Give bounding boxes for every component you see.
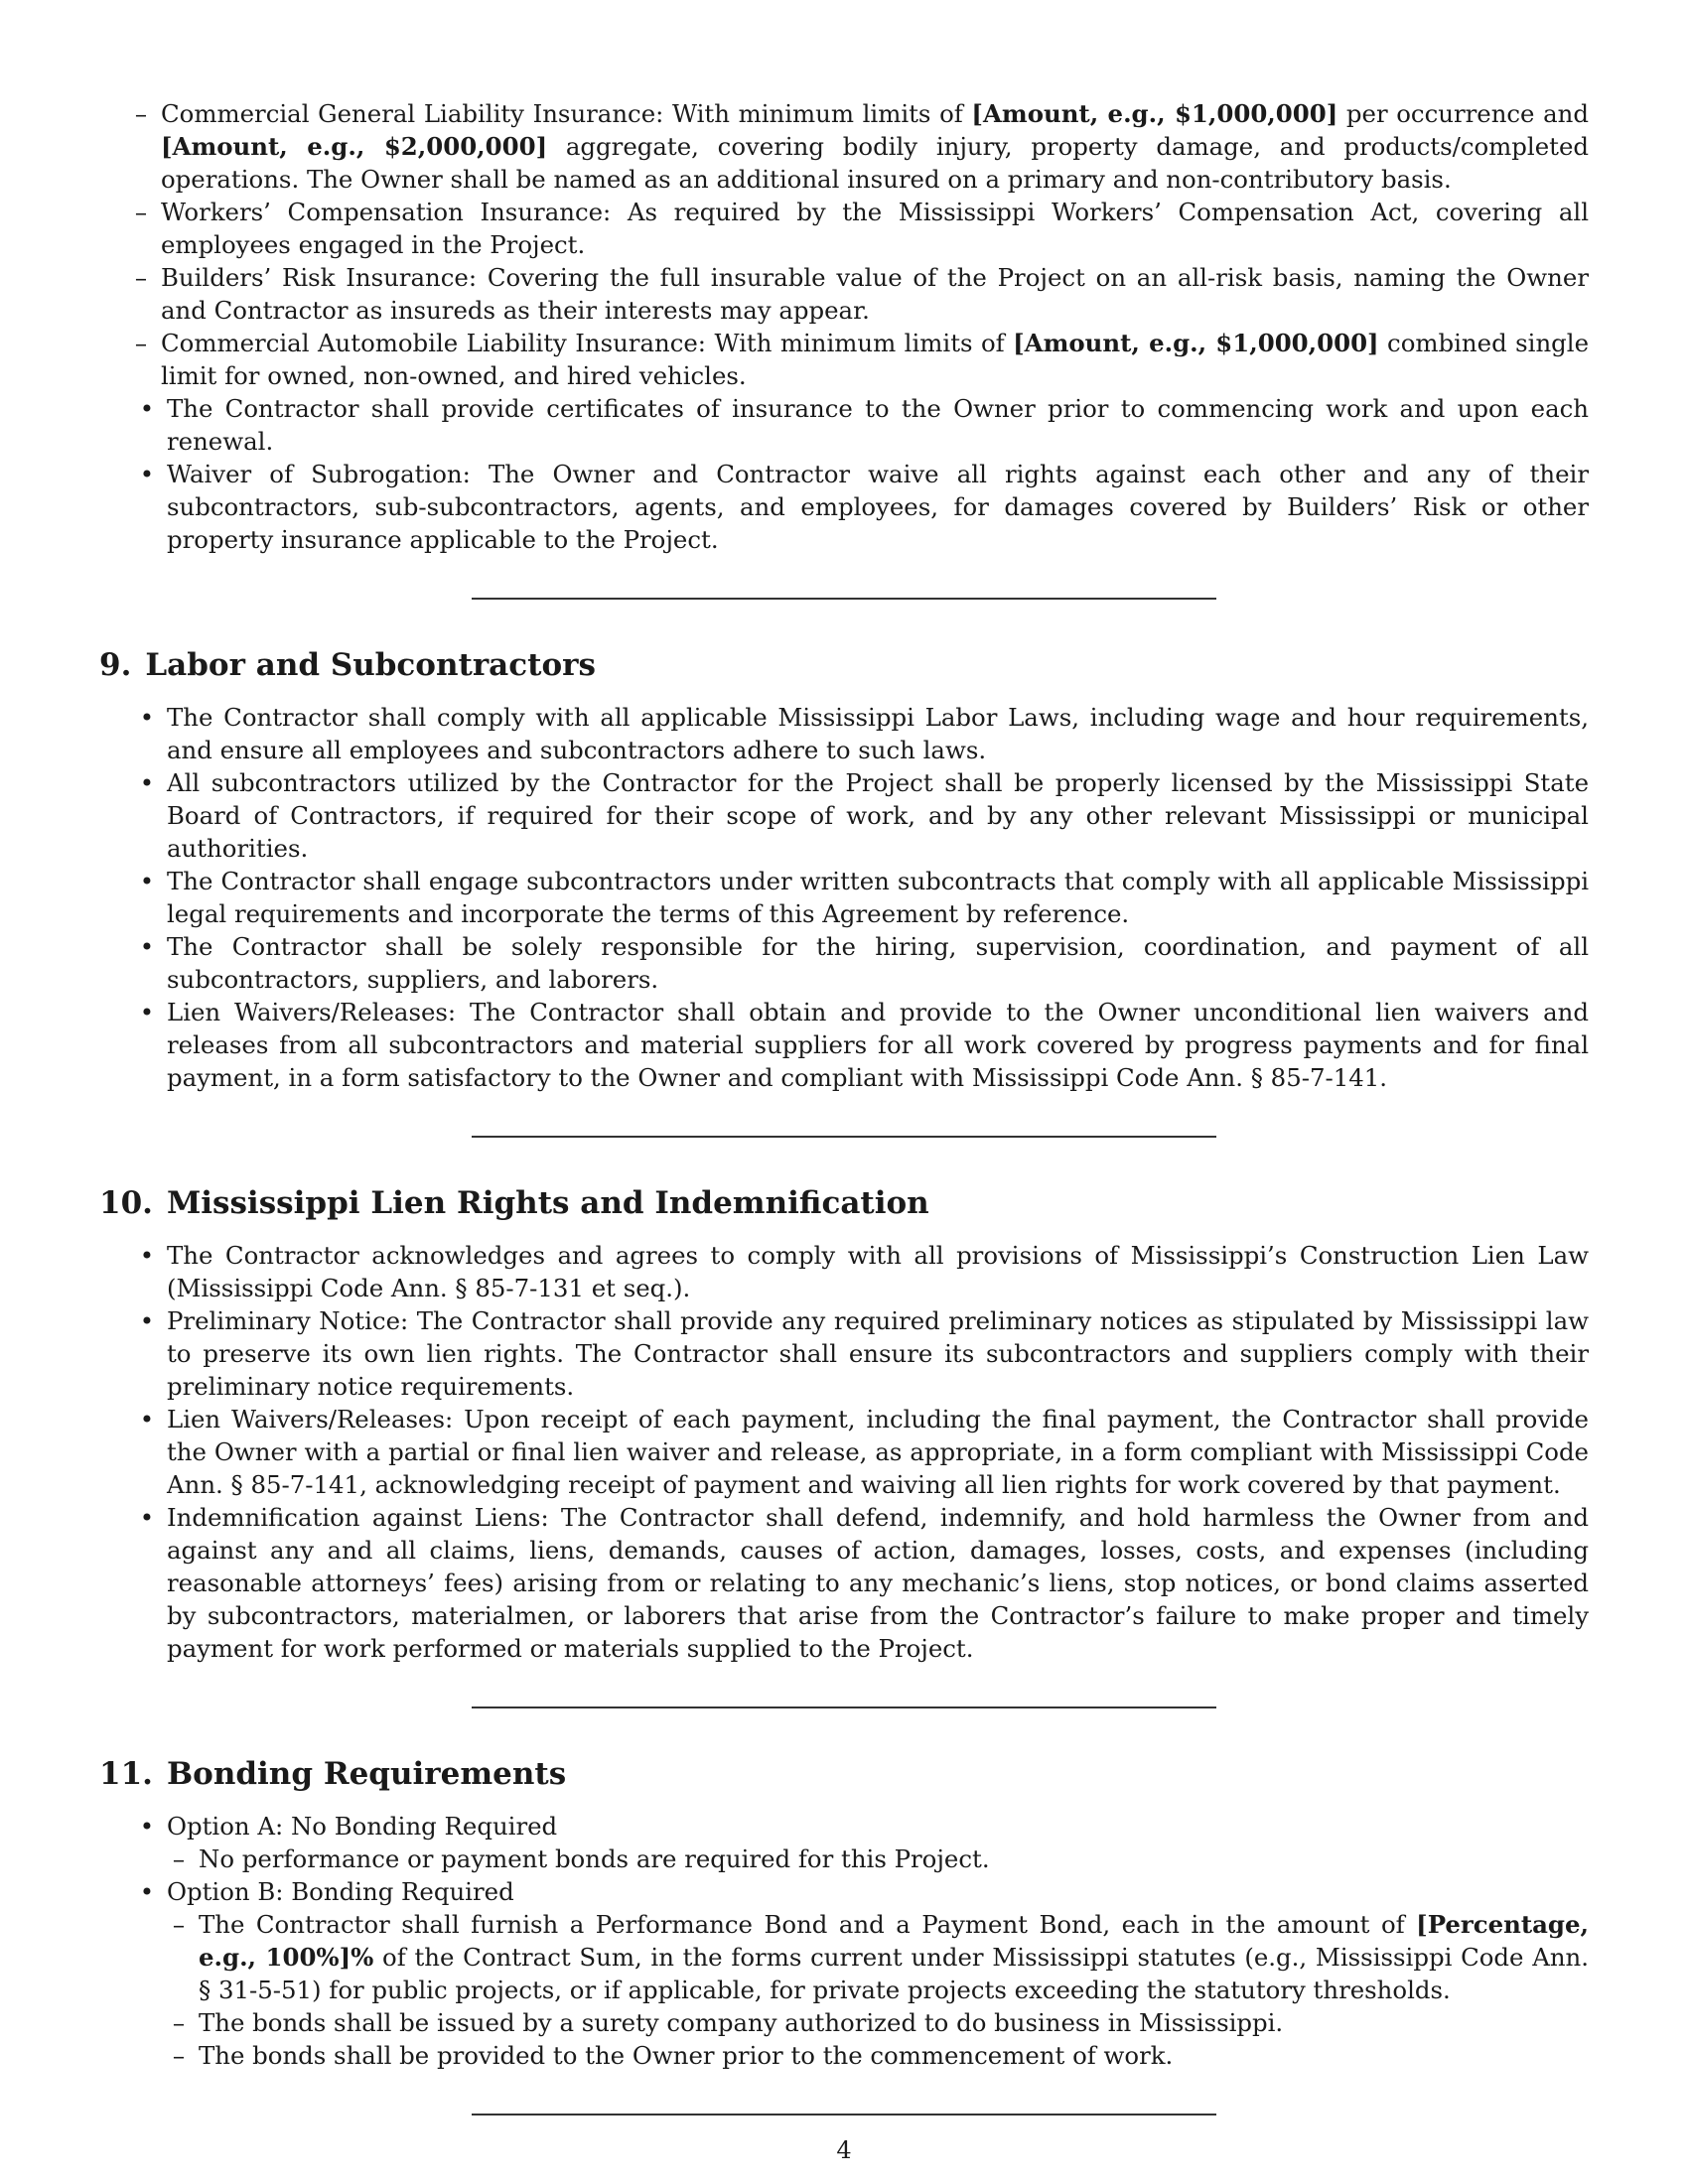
dash-marker: –: [172, 2008, 186, 2037]
list-item: – The bonds shall be issued by a surety company authorized to do business in Mississippi.: [137, 2006, 1589, 2039]
bullet-marker: •: [139, 1306, 155, 1335]
bullet-marker: •: [139, 1877, 155, 1906]
bullet-marker: •: [139, 1405, 155, 1433]
section-10-list: [99, 1239, 1589, 1665]
list-item-option-b: • Option B: Bonding Required: [99, 1875, 1589, 1908]
section-divider: [472, 1706, 1216, 1708]
bullet-marker: •: [139, 394, 155, 423]
list-item: • The Contractor shall comply with all applicable Mississippi Labor Laws, including wage and hour requirements, and ensure all employees and subcontractors adhere to such laws.: [99, 701, 1589, 766]
bullet-marker: •: [139, 768, 155, 797]
list-item: • Indemnification against Liens: The Contractor shall defend, indemnify, and hold harmless the Owner from and against any and all claims, liens, demands, causes of action, damages, losses, costs, and expenses (including reasonable attorneys’ fees) arising from or relating to any mechanic’s liens, stop notices, or bond claims asserted by subcontractors, materialmen, or laborers that arise from the Contractor’s failure to make proper and timely payment for work performed or materials supplied to the Project.: [99, 1501, 1589, 1665]
dash-marker: –: [172, 1910, 186, 1939]
list-item: – The bonds shall be provided to the Owner prior to the commencement of work.: [137, 2039, 1589, 2072]
list-item: • Lien Waivers/Releases: Upon receipt of each payment, including the final payment, the Contractor shall provide the Owner with a partial or final lien waiver and release, as appropriate, in a form compliant with Mississippi Code Ann. § 85-7-141, acknowledging receipt of payment and waiving all lien rights for work covered by that payment.: [99, 1403, 1589, 1501]
section-heading-10: 10. Mississippi Lien Rights and Indemnification: [99, 1185, 929, 1221]
dash-marker: –: [172, 2041, 186, 2070]
list-item: • Lien Waivers/Releases: The Contractor shall obtain and provide to the Owner unconditional lien waivers and releases from all subcontractors and material suppliers for all work covered by progress payments and for final payment, in a form satisfactory to the Owner and compliant with Mississippi Code Ann. § 85-7-141.: [99, 996, 1589, 1094]
list-item-auto-liability: – Commercial Automobile Liability Insurance: With minimum limits of [Amount, e.g., $1,000,000] combined single limit for owned, non-owned, and hired vehicles.: [99, 327, 1589, 392]
dash-marker: –: [134, 329, 148, 357]
section-divider: [472, 1136, 1216, 1138]
section-divider: [472, 598, 1216, 600]
dash-marker: –: [134, 99, 148, 128]
list-item-cgl: – Commercial General Liability Insurance: With minimum limits of [Amount, e.g., $1,000,000] per occurrence and [Amount, e.g., $2,000,000] aggregate, covering bodily injury, property damage, and products/completed operations. The Owner shall be named as an additional insured on a primary and non-contributory basis.: [99, 97, 1589, 196]
list-item: • Preliminary Notice: The Contractor shall provide any required preliminary notices as stipulated by Mississippi law to preserve its own lien rights. The Contractor shall ensure its subcontractors and suppliers comply with their preliminary notice requirements.: [99, 1304, 1589, 1403]
bullet-marker: •: [139, 703, 155, 732]
bullet-marker: •: [139, 1241, 155, 1270]
option-b-sublist: [137, 1908, 1589, 2072]
list-item-option-a: • Option A: No Bonding Required: [99, 1810, 1589, 1843]
list-item: • All subcontractors utilized by the Contractor for the Project shall be properly licensed by the Mississippi State Board of Contractors, if required for their scope of work, and by any other relevant Mississippi or municipal authorities.: [99, 766, 1589, 865]
dash-marker: –: [134, 263, 148, 292]
section-11-list-b: [99, 1875, 1589, 1908]
option-a-sublist: [137, 1843, 1589, 1875]
list-item-workers-comp: – Workers’ Compensation Insurance: As required by the Mississippi Workers’ Compensation Act, covering all employees engaged in the Project.: [99, 196, 1589, 261]
list-item: • The Contractor shall provide certificates of insurance to the Owner prior to commencing work and upon each renewal.: [99, 392, 1589, 458]
dash-marker: –: [172, 1844, 186, 1873]
document-page: [99, 97, 1589, 2161]
list-item: – The Contractor shall furnish a Performance Bond and a Payment Bond, each in the amount of [Percentage, e.g., 100%]% of the Contract Sum, in the forms current under Mississippi statutes (e.g., Mississippi Code Ann. § 31-5-51) for public projects, or if applicable, for private projects exceeding the statutory thresholds.: [137, 1908, 1589, 2006]
section-11-list: [99, 1810, 1589, 1843]
section-heading-11: 11. Bonding Requirements: [99, 1756, 567, 1792]
list-item: • The Contractor shall engage subcontractors under written subcontracts that comply with all applicable Mississippi legal requirements and incorporate the terms of this Agreement by reference.: [99, 865, 1589, 930]
insurance-coverage-list: [99, 97, 1589, 392]
dash-marker: –: [134, 198, 148, 226]
section-heading-9: 9. Labor and Subcontractors: [99, 647, 596, 683]
section-9-list: [99, 701, 1589, 1094]
bullet-marker: •: [139, 998, 155, 1026]
bullet-marker: •: [139, 1812, 155, 1841]
list-item: • The Contractor shall be solely responsible for the hiring, supervision, coordination, and payment of all subcontractors, suppliers, and laborers.: [99, 930, 1589, 996]
list-item: • Waiver of Subrogation: The Owner and Contractor waive all rights against each other and any of their subcontractors, sub-subcontractors, agents, and employees, for damages covered by Builders’ Risk or other property insurance applicable to the Project.: [99, 458, 1589, 556]
list-item: • The Contractor acknowledges and agrees to comply with all provisions of Mississippi’s Construction Lien Law (Mississippi Code Ann. § 85-7-131 et seq.).: [99, 1239, 1589, 1304]
bullet-marker: •: [139, 867, 155, 895]
insurance-list: [99, 392, 1589, 556]
bullet-marker: •: [139, 460, 155, 488]
list-item: – No performance or payment bonds are required for this Project.: [137, 1843, 1589, 1875]
list-item-builders-risk: – Builders’ Risk Insurance: Covering the full insurable value of the Project on an all-risk basis, naming the Owner and Contractor as insureds as their interests may appear.: [99, 261, 1589, 327]
section-divider: [472, 2114, 1216, 2116]
bullet-marker: •: [139, 932, 155, 961]
page-number: 4: [836, 2136, 852, 2164]
bullet-marker: •: [139, 1503, 155, 1532]
